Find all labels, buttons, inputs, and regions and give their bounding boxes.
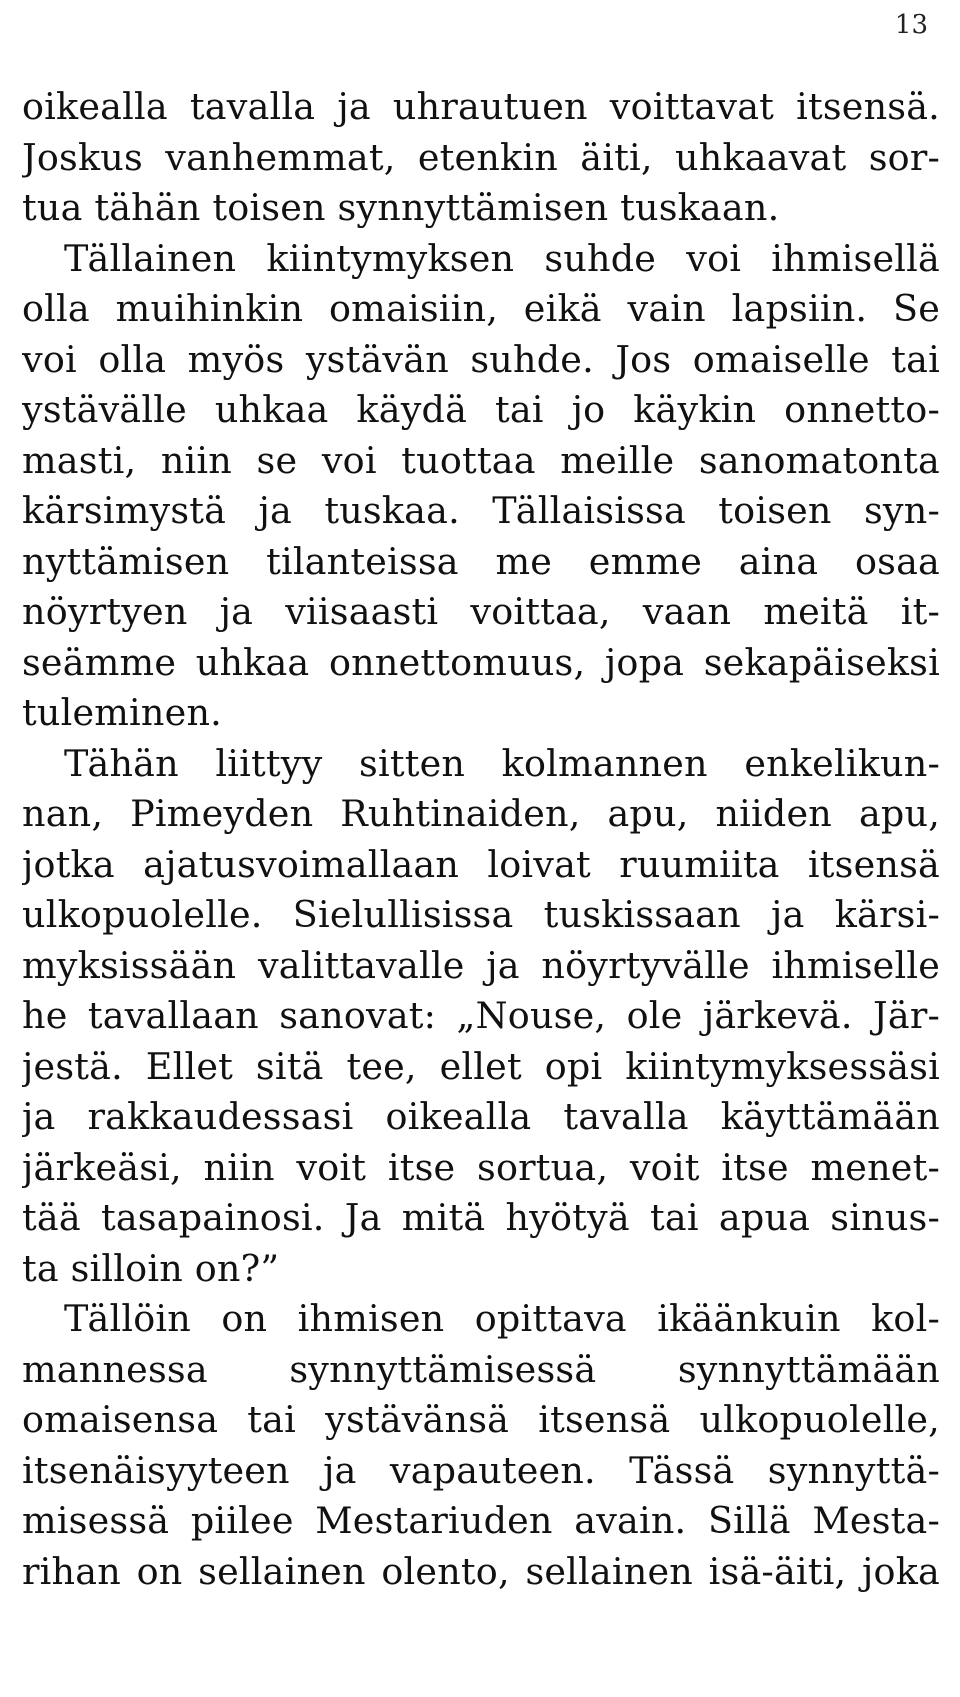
text-line: omaisensa tai ystävänsä itsensä ulkopuolelle,: [22, 1398, 940, 1441]
text-line: tua tähän toisen synnyttämisen tuskaan.: [22, 186, 780, 229]
text-line: ta silloin on?”: [22, 1246, 280, 1290]
text-line: nyttämisen tilanteissa me emme aina osaa: [22, 539, 940, 583]
text-line: Tällöin on ihmisen opittava ikäänkuin kol-: [64, 1297, 940, 1340]
text-line: Tällainen kiintymyksen suhde voi ihmisellä: [64, 236, 940, 280]
text-line: he tavallaan sanovat: „Nouse, ole järkevä. Jär-: [22, 994, 940, 1037]
text-line: jestä. Ellet sitä tee, ellet opi kiintymyksessäsi: [22, 1044, 940, 1088]
text-line: nan, Pimeyden Ruhtinaiden, apu, niiden apu,: [22, 792, 940, 835]
text-line: Joskus vanhemmat, etenkin äiti, uhkaavat sor-: [22, 135, 940, 179]
text-line: Tähän liittyy sitten kolmannen enkelikun-: [64, 741, 940, 785]
text-line: nöyrtyen ja viisaasti voittaa, vaan meitä it-: [22, 590, 940, 633]
text-line: ystävälle uhkaa käydä tai jo käykin onnetto-: [22, 388, 940, 431]
text-line: itsenäisyyteen ja vapauteen. Tässä synnyttä-: [22, 1448, 940, 1492]
body-text: [22, 82, 940, 1597]
text-line: myksissään valittavalle ja nöyrtyvälle ihmiselle: [22, 943, 940, 987]
text-line: kärsimystä ja tuskaa. Tällaisissa toisen syn-: [22, 489, 940, 532]
text-line: mannessa synnyttämisessä synnyttämään: [22, 1347, 940, 1391]
text-line: tää tasapainosi. Ja mitä hyötyä tai apua sinus-: [22, 1196, 940, 1239]
text-line: masti, niin se voi tuottaa meille sanomatonta: [22, 438, 940, 482]
text-line: rihan on sellainen olento, sellainen isä-äiti, joka: [22, 1549, 940, 1593]
text-line: järkeäsi, niin voit itse sortua, voit itse menet-: [22, 1145, 940, 1189]
text-line: olla muihinkin omaisiin, eikä vain lapsiin. Se: [22, 287, 940, 330]
text-line: tuleminen.: [22, 691, 222, 734]
text-line: misessä piilee Mestariuden avain. Sillä Mesta-: [22, 1499, 940, 1542]
text-line: ulkopuolelle. Sielullisissa tuskissaan ja kärsi-: [22, 893, 940, 936]
text-line: ja rakkaudessasi oikealla tavalla käyttämään: [22, 1095, 940, 1138]
text-line: seämme uhkaa onnettomuus, jopa sekapäiseksi: [22, 640, 940, 684]
text-line: voi olla myös ystävän suhde. Jos omaiselle tai: [22, 337, 940, 381]
page-number: 13: [894, 10, 928, 40]
text-line: oikealla tavalla ja uhrautuen voittavat itsensä.: [22, 85, 940, 128]
text-line: jotka ajatusvoimallaan loivat ruumiita itsensä: [22, 842, 940, 886]
